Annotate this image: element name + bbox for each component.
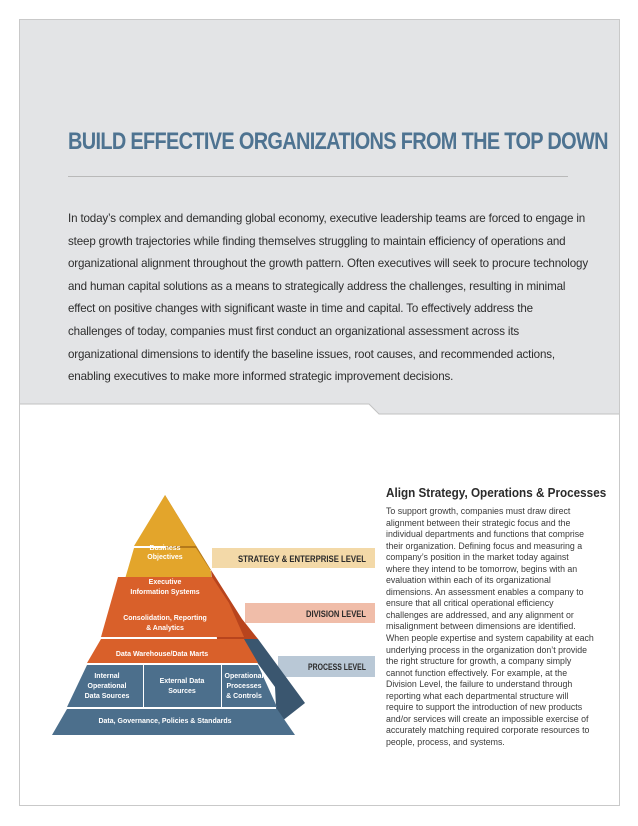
operational-processes-label-2: Processes: [226, 683, 262, 690]
page-frame: [19, 19, 620, 806]
sidebar-body: To support growth, companies must draw direct alignment between their strategic focus and the individual departments and functions that comprise their organization. Defining focus and measuring a company’s position in the market today against where they intend to be tomorrow, begins with an evaluation within each of its organizational dimensions. An assessment enables a company to ensure that all critical operational efficiency challenges are addressed, and any alignment or misalignment between dimensions are identified. When people expertise and system capability at each underlying process in the organization don’t provide the right structure for growth, a company simply cannot function effectively. For example, at the Division Level, the failure to understand through reporting what each departmental structure will require to support the introduction of new products and/or services will create an impossible exercise of accurately matching required corporate resources to people, process, and systems.: [386, 506, 594, 747]
executive-info-label-1: Executive: [148, 579, 182, 586]
internal-sources-label-1: Internal: [94, 673, 120, 680]
tier-external-sources: [144, 665, 221, 707]
page-title: BUILD EFFECTIVE ORGANIZATIONS FROM THE TOP DOWN: [68, 128, 608, 155]
business-objectives-label-2: Objectives: [147, 554, 183, 561]
division-level-label: DIVISION LEVEL: [306, 609, 367, 620]
tier-business-objectives: [134, 495, 196, 546]
executive-info-label-2: Information Systems: [130, 589, 200, 596]
internal-sources-label-3: Data Sources: [84, 693, 130, 700]
consolidation-label-1: Consolidation, Reporting: [123, 615, 207, 622]
consolidation-label-2: & Analytics: [146, 625, 184, 632]
operational-processes-label-1: Operational: [224, 673, 264, 680]
data-warehouse-label: Data Warehouse/Data Marts: [115, 651, 209, 658]
external-sources-label-1: External Data: [159, 678, 205, 685]
business-objectives-label-1: Business: [149, 545, 181, 552]
intro-paragraph: In today’s complex and demanding global economy, executive leadership teams are forced to engage in steep growth trajectories while finding themselves struggling to maintain efficiency of operations and organizational alignment throughout the growth pattern. Often executives will seek to procure technology and human capital solutions as a means to strategically address the challenges, resulting in minimal effect on positive changes with significant waste in time and capital. To effectively address the challenges of today, companies must first conduct an organizational assessment across its organizational dimensions to identify the baseline issues, root causes, and recommended actions, enabling executives to make more informed strategic improvement decisions.: [68, 212, 588, 384]
internal-sources-label-2: Operational: [87, 683, 127, 690]
process-level-label: PROCESS LEVEL: [308, 662, 367, 673]
title-divider: [68, 176, 568, 177]
sidebar-title: Align Strategy, Operations & Processes: [386, 485, 607, 500]
operational-processes-label-3: & Controls: [226, 693, 262, 700]
data-pyramid: [40, 485, 365, 725]
band-notch: [20, 396, 619, 416]
external-sources-label-2: Sources: [168, 688, 196, 695]
governance-label: Data, Governance, Policies & Standards: [98, 718, 232, 725]
strategy-level-label: STRATEGY & ENTERPRISE LEVEL: [238, 554, 367, 565]
